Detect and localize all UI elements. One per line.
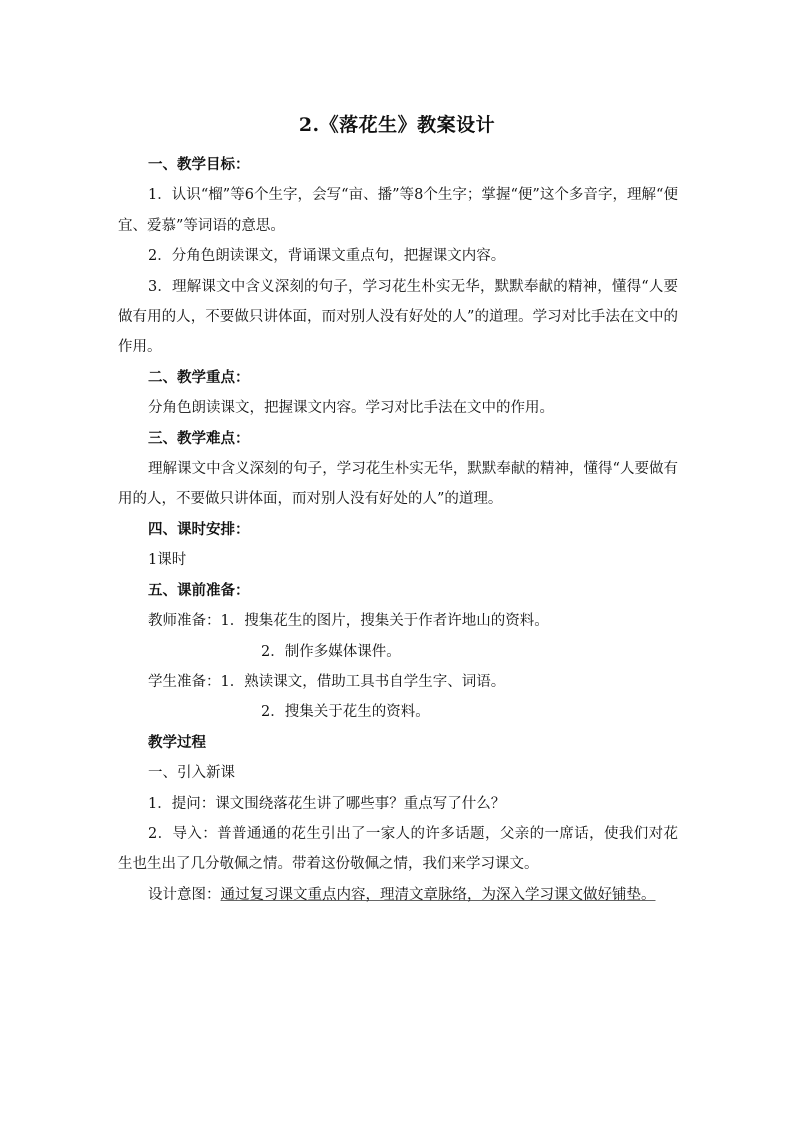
difficulties-text: 理解课文中含义深刻的句子，学习花生朴实无华，默默奉献的精神，懂得“人要做有用的人，不要做只讲体面，而对别人没有好处的人”的道理。 (118, 461, 678, 508)
design-intent-label: 设计意图： (148, 886, 221, 903)
schedule-text: 1课时 (148, 552, 187, 569)
objective-item-3: 3．理解课文中含义深刻的句子，学习花生朴实无华，默默奉献的精神，懂得“人要做有用的人，不要做只讲体面，而对别人没有好处的人”的道理。学习对比手法在文中的作用。 (118, 278, 678, 356)
objective-item-2: 2．分角色朗读课文，背诵课文重点句，把握课文内容。 (148, 248, 506, 265)
process-step-2: 2．导入：普普通通的花生引出了一家人的许多话题，父亲的一席话，使我们对花生也生出了几分敬佩之情。带着这份敬佩之情，我们来学习课文。 (118, 825, 678, 873)
student-prep-2: 2．搜集关于花生的资料。 (261, 704, 430, 721)
teacher-prep-2: 2．制作多媒体课件。 (261, 643, 401, 660)
page-title: 2.《落花生》教案设计 (298, 114, 496, 136)
document-body (118, 150, 678, 910)
student-prep-1: 学生准备：1．熟读课文，借助工具书自学生字、词语。 (148, 673, 506, 690)
objectives-heading: 一、教学目标： (148, 156, 250, 173)
objective-item-1: 1．认识“榴”等6个生字，会写“亩、播”等8个生字；掌握“便”这个多音字，理解“便宜、爱慕”等词语的意思。 (118, 187, 678, 234)
schedule-heading: 四、课时安排： (148, 520, 250, 538)
teacher-prep-1: 教师准备：1．搜集花生的图片，搜集关于作者许地山的资料。 (148, 613, 549, 630)
design-intent (118, 880, 678, 910)
difficulties-heading: 三、教学难点： (148, 429, 250, 447)
key-points-heading: 二、教学重点： (148, 368, 250, 386)
process-heading: 教学过程 (148, 733, 206, 751)
key-points-text: 分角色朗读课文，把握课文内容。学习对比手法在文中的作用。 (148, 400, 554, 417)
process-step-1: 1．提问：课文围绕落花生讲了哪些事？重点写了什么？ (148, 795, 506, 812)
process-section-1: 一、引入新课 (148, 765, 235, 782)
design-intent-text: 通过复习课文重点内容，理清文章脉络，为深入学习课文做好铺垫。 (220, 886, 656, 903)
preparation-heading: 五、课前准备： (148, 581, 250, 599)
